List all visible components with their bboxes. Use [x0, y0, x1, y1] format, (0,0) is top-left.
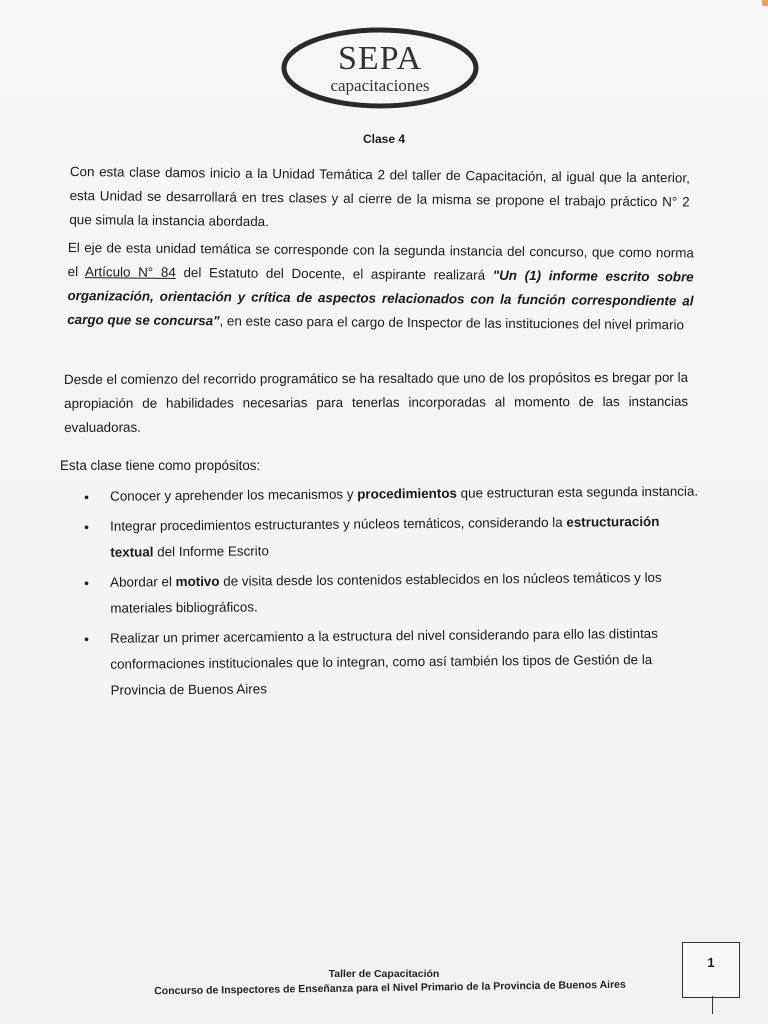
list-item-text: Realizar un primer acercamiento a la estructura del nivel considerando para ello las distintas conformaciones institucionales que lo integran, como así también los tipos de Gestión de la Provincia de Buenos Aires	[110, 625, 658, 698]
purposes-list	[80, 484, 700, 708]
footer-title: Taller de Capacitación	[328, 968, 440, 980]
list-item	[80, 479, 700, 510]
paragraph-intro: Con esta clase damos inicio a la Unidad Temática 2 del taller de Capacitación, al igual que la anterior, esta Unidad se desarrollará en tres clases y al cierre de la misma se propone el trabajo práctico N° 2 que simula la instancia abordada.	[69, 163, 690, 230]
class-title: Clase 4	[362, 132, 406, 146]
sepa-logo	[280, 26, 480, 110]
quoted-requirement: "Un (1) informe escrito sobre organización, orientación y crítica de aspectos relacionados con la función correspondiente al cargo que se concursa"	[67, 267, 694, 329]
bullet-icon: •	[84, 630, 90, 647]
list-item-text: Conocer y aprehender los mecanismos y	[110, 486, 358, 504]
list-item	[80, 565, 700, 622]
list-item-text: Integrar procedimientos estructurantes y núcleos temáticos, considerando la	[110, 514, 567, 534]
bullet-icon: •	[84, 574, 90, 591]
list-item-bold: motivo	[175, 573, 220, 590]
corner-mark	[762, 0, 768, 6]
article-reference: Artículo N° 84	[85, 264, 176, 280]
page-number-box	[682, 942, 740, 998]
purposes-intro: Esta clase tiene como propósitos:	[60, 458, 261, 473]
page-number-tick	[712, 996, 713, 1014]
paragraph-eje-part1: El eje de esta unidad temática se corresponde con la segunda instancia del concurso, que como norma el	[67, 239, 694, 280]
bullet-icon: •	[84, 518, 90, 535]
footer-subtitle: Concurso de Inspectores de Enseñanza para el Nivel Primario de la Provincia de Buenos Aires	[154, 978, 626, 998]
list-item-text: del Informe Escrito	[153, 543, 269, 560]
logo-title: SEPA	[337, 40, 423, 77]
list-item-text: que estructuran esta segunda instancia.	[456, 483, 699, 501]
paragraph-eje-part3: , en este caso para el cargo de Inspector de las instituciones del nivel primario	[219, 313, 685, 333]
paragraph-eje	[67, 236, 694, 337]
list-item	[80, 509, 700, 566]
list-item	[80, 621, 701, 704]
paragraph-eje-part2: del Estatuto del Docente, el aspirante realizará	[175, 264, 493, 283]
list-item-text: de visita desde los contenidos establecidos en los núcleos temáticos y los materiales bibliográficos.	[110, 569, 662, 616]
paragraph-propositos: Desde el comienzo del recorrido programático se ha resaltado que uno de los propósitos es bregar por la apropiación de habilidades necesarias para tenerlas incorporadas al momento de las instancias evaluadoras.	[64, 369, 689, 435]
page-number: 1	[707, 955, 715, 970]
list-item-text: Abordar el	[110, 574, 176, 590]
list-item-bold: procedimientos	[357, 485, 457, 502]
bullet-icon: •	[84, 488, 90, 505]
logo-subtitle: capacitaciones	[330, 76, 430, 95]
list-item-bold: estructuración textual	[110, 513, 660, 560]
